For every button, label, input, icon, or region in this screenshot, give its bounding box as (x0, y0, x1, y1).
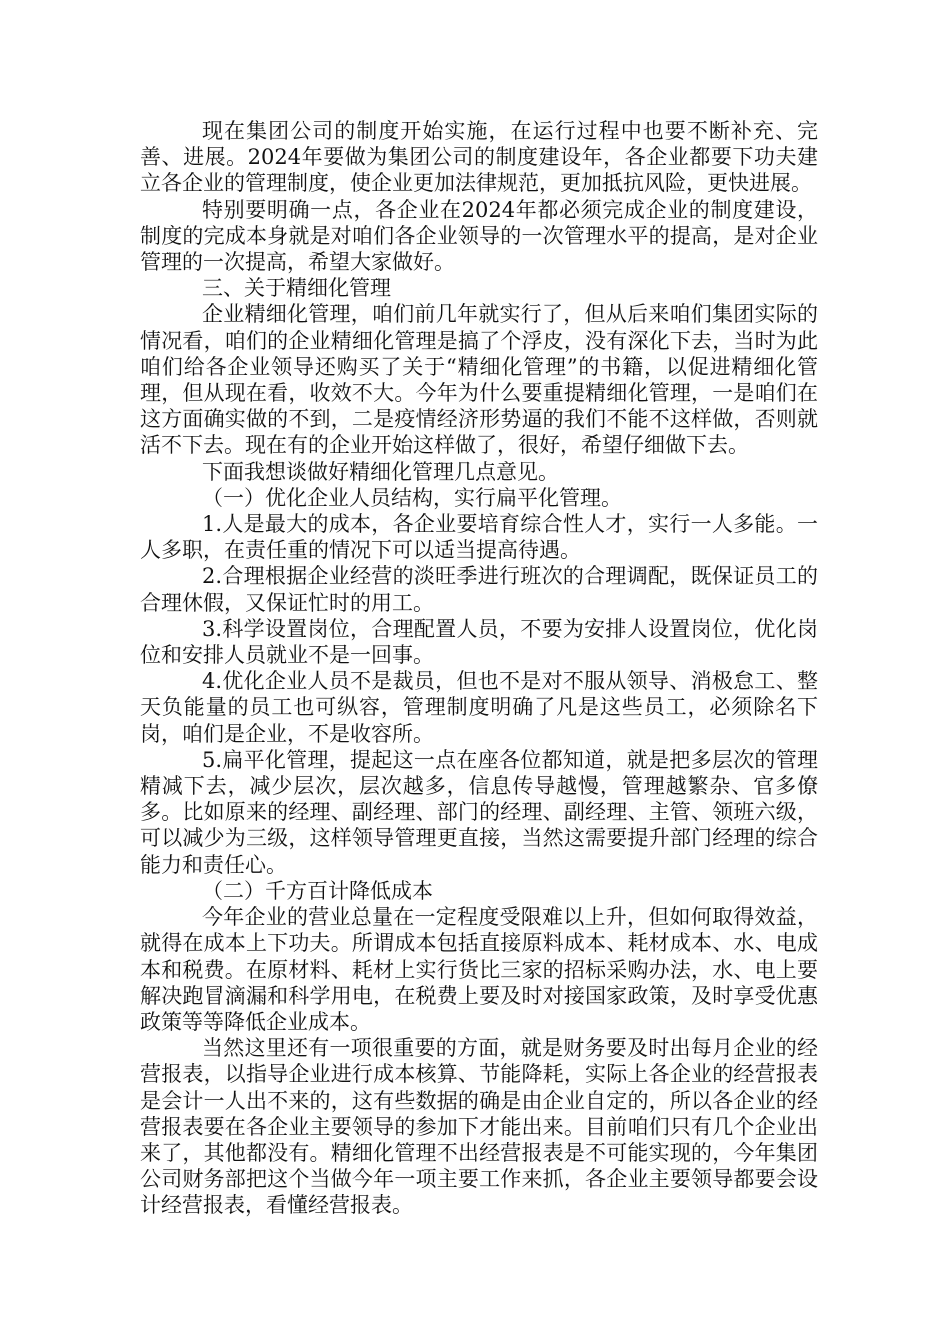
paragraph-cost-reduction: 今年企业的营业总量在一定程度受限难以上升，但如何取得效益，就得在成本上下功夫。所谓成本包括直接原料成本、耗材成本、水、电成本和税费。在原材料、耗材上实行货比三家的招标采购办法，水、电上要解决跑冒滴漏和科学用电，在税费上要及时对接国家政策，及时享受优惠政策等等降低企业成本。 (140, 905, 818, 1034)
paragraph-opinions-intro: 下面我想谈做好精细化管理几点意见。 (202, 459, 559, 484)
list-item-4: 4.优化企业人员不是裁员，但也不是对不服从领导、消极怠工、整天负能量的员工也可纵容，管理制度明确了凡是这些员工，必须除名下岗，咱们是企业，不是收容所。 (140, 669, 818, 746)
document-body (140, 118, 818, 1219)
section-heading-refined-management: 三、关于精细化管理 (202, 276, 391, 301)
list-item-1: 1.人是最大的成本，各企业要培育综合性人才，实行一人多能。一人多职，在责任重的情况下可以适当提高待遇。 (140, 512, 818, 563)
list-item-5: 5.扁平化管理，提起这一点在座各位都知道，就是把多层次的管理精减下去，减少层次，层次越多，信息传导越慢，管理越繁杂、官多僚多。比如原来的经理、副经理、部门的经理、副经理、主管、领班六级，可以减少为三级，这样领导管理更直接，当然这需要提升部门经理的综合能力和责任心。 (140, 747, 818, 877)
paragraph-system-implementation: 现在集团公司的制度开始实施，在运行过程中也要不断补充、完善、进展。2024年要做为集团公司的制度建设年，各企业都要下功夫建立各企业的管理制度，使企业更加法律规范，更加抵抗风险，更快进展。 (140, 119, 818, 196)
paragraph-financial-reports: 当然这里还有一项很重要的方面，就是财务要及时出每月企业的经营报表，以指导企业进行成本核算、节能降耗，实际上各企业的经营报表是会计一人出不来的，这有些数据的确是由企业自定的，所以各企业的经营报表要在各企业主要领导的参加下才能出来。目前咱们只有几个企业出来了，其他都没有。精细化管理不出经营报表是不可能实现的，今年集团公司财务部把这个当做今年一项主要工作来抓，各企业主要领导都要会设计经营报表，看懂经营报表。 (140, 1036, 818, 1218)
paragraph-refined-management-intro: 企业精细化管理，咱们前几年就实行了，但从后来咱们集团实际的情况看，咱们的企业精细化管理是搞了个浮皮，没有深化下去，当时为此咱们给各企业领导还购买了关于“精细化管理”的书籍，以促进精细化管理，但从现在看，收效不大。今年为什么要重提精细化管理，一是咱们在这方面确实做的不到，二是疫情经济形势逼的我们不能不这样做，否则就活不下去。现在有的企业开始这样做了，很好，希望仔细做下去。 (140, 302, 818, 458)
subheading-flat-management: （一）优化企业人员结构，实行扁平化管理。 (202, 485, 622, 510)
list-item-2: 2.合理根据企业经营的淡旺季进行班次的合理调配，既保证员工的合理休假，又保证忙时的用工。 (140, 564, 818, 615)
subheading-reduce-costs: （二）千方百计降低成本 (202, 878, 433, 903)
paragraph-system-construction: 特别要明确一点，各企业在2024年都必须完成企业的制度建设，制度的完成本身就是对咱们各企业领导的一次管理水平的提高，是对企业管理的一次提高，希望大家做好。 (140, 197, 818, 275)
list-item-3: 3.科学设置岗位，合理配置人员，不要为安排人设置岗位，优化岗位和安排人员就业不是一回事。 (140, 616, 818, 668)
